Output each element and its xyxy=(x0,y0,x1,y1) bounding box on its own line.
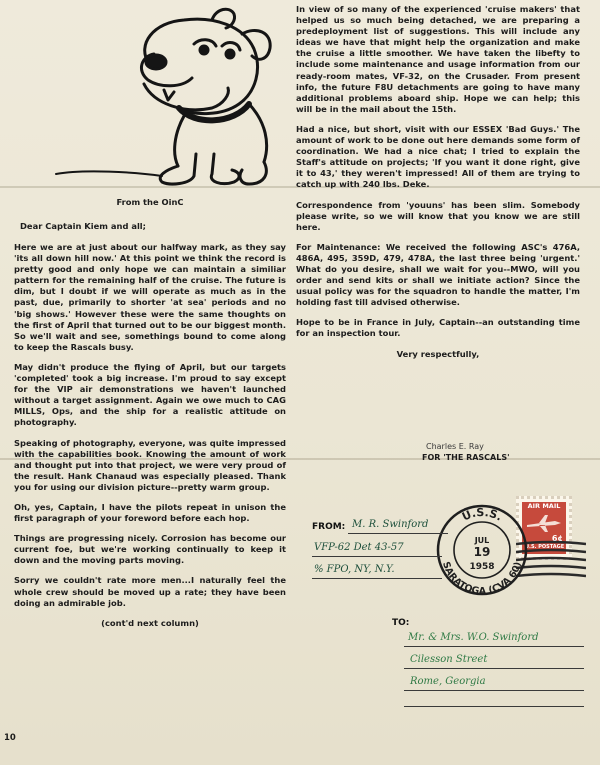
signature: Charles E. Ray xyxy=(426,442,484,451)
paragraph: Hope to be in France in July, Captain--an outstanding time for an inspection tour. xyxy=(296,317,580,339)
continued-note: (cont'd next column) xyxy=(101,617,199,628)
paragraph: Speaking of photography, everyone, was quite impressed with the capabilities book. Knowing the amount of work and thought put into that project, we were very proud of the result. Hank Chanaud was especially pleased. Thank you for using our division picture--pretty warm group. xyxy=(14,437,286,492)
bulldog-illustration xyxy=(44,4,279,189)
to-line: Mr. & Mrs. W.O. Swinford xyxy=(408,632,539,643)
from-line: % FPO, NY, N.Y. xyxy=(314,564,395,575)
page-number: 10 xyxy=(4,733,16,743)
paragraph: Here we are at just about our halfway mark, as they say 'its all down hill now.' At this point we think the record is pretty good and only hope we can maintain a similiar pattern for the remaining half of the cruise. The future is dim, but I doubt if we will operate as much as in the past, due, primarily to shorter 'at sea' periods and no 'big shows.' However these were the same thoughts on the first of April that turned out to be our biggest month. So we'll wait and see, somethings bound to come along to keep the Rascals busy. xyxy=(14,242,286,352)
stamp-text: AIR MAIL xyxy=(527,502,561,510)
postmark-day: 19 xyxy=(473,545,491,559)
stamp-country: U.S. POSTAGE xyxy=(525,544,565,550)
from-label: FROM: xyxy=(312,522,346,532)
postmark-month: JUL xyxy=(474,536,490,545)
to-line: Cilesson Street xyxy=(410,654,488,665)
paragraph: Oh, yes, Captain, I have the pilots repeat in unison the first paragraph of your foreword before each hop. xyxy=(14,501,286,524)
paragraph: Correspondence from 'youuns' has been slim. Somebody please write, so we will know that you know we are still here. xyxy=(296,199,580,232)
paragraph: In view of so many of the experienced 'cruise makers' that helped us so much being detached, we are preparing a predeployment list of suggestions. This will include any ideas we have that might help the organization and make the cruise a little smoother. We have taken the libefty to include some maintenance and usage information from our ready-room mates, VF-32, on the Crusader. From present info, the future F8U detachments are going to have many additional problems aboard ship. Hope we can help; this will be in the mail about the 15th. xyxy=(296,4,580,114)
paragraph: Sorry we couldn't rate more men...I naturally feel the whole crew should be moved up a rate; they have been doing an admirable job. xyxy=(14,575,286,608)
address-rule xyxy=(312,578,442,579)
to-line: Rome, Georgia xyxy=(410,676,486,687)
address-rule xyxy=(404,646,584,647)
closing: Very respectfully, xyxy=(396,348,480,359)
signer-for: FOR 'THE RASCALS' xyxy=(422,453,510,462)
stamp-denomination: 6¢ xyxy=(551,534,563,543)
from-line: M. R. Swinford xyxy=(352,519,429,530)
address-rule xyxy=(312,556,442,557)
right-body-text xyxy=(296,4,580,360)
postmark xyxy=(432,500,532,600)
postmark-top: U.S.S. xyxy=(460,505,505,524)
from-line: VFP-62 Det 43-57 xyxy=(314,542,404,553)
paragraph: Things are progressing nicely. Corrosion has become our current foe, but we're working continually to keep it down and the moving parts moving. xyxy=(14,533,286,566)
signature-block xyxy=(422,441,510,463)
postmark-ship: SARATOGA (CVA 60) xyxy=(439,560,524,598)
paragraph: For Maintenance: We received the following ASC's 476A, 486A, 495, 359D, 479, 478A, the last three being 'urgent.' What do you desire, shall we wait for you--MWO, will you order and send kits or shall we initiate action? Since the usual policy was for the squadron to handle the matter, I'm holding fast till advised otherwise. xyxy=(296,241,580,308)
left-body-text xyxy=(14,242,286,629)
section-heading: From the OinC xyxy=(116,197,184,207)
to-label: TO: xyxy=(392,618,410,628)
address-rule xyxy=(404,706,584,707)
paragraph: Had a nice, but short, visit with our ESSEX 'Bad Guys.' The amount of work to be done out here demands some form of coordination. We had a nice chat; I tried to explain the Staff's attitude on projects; 'If you want it done right, give it to 43,' they weren't impressed! All of them are trying to catch up with 240 lbs. Deke. xyxy=(296,123,580,190)
postmark-year: 1958 xyxy=(469,562,495,572)
greeting: Dear Captain Kiem and all; xyxy=(20,221,147,231)
paragraph: May didn't produce the flying of April, but our targets 'completed' took a big increase. I'm proud to say except for the VIP air demonstrations we haven't launched without a target assignment. Again we owe much to CAG MILLS, Ops, and the ship for a realistic attitude on photography. xyxy=(14,361,286,428)
address-rule xyxy=(404,690,584,691)
address-rule xyxy=(348,533,448,534)
address-rule xyxy=(404,668,584,669)
